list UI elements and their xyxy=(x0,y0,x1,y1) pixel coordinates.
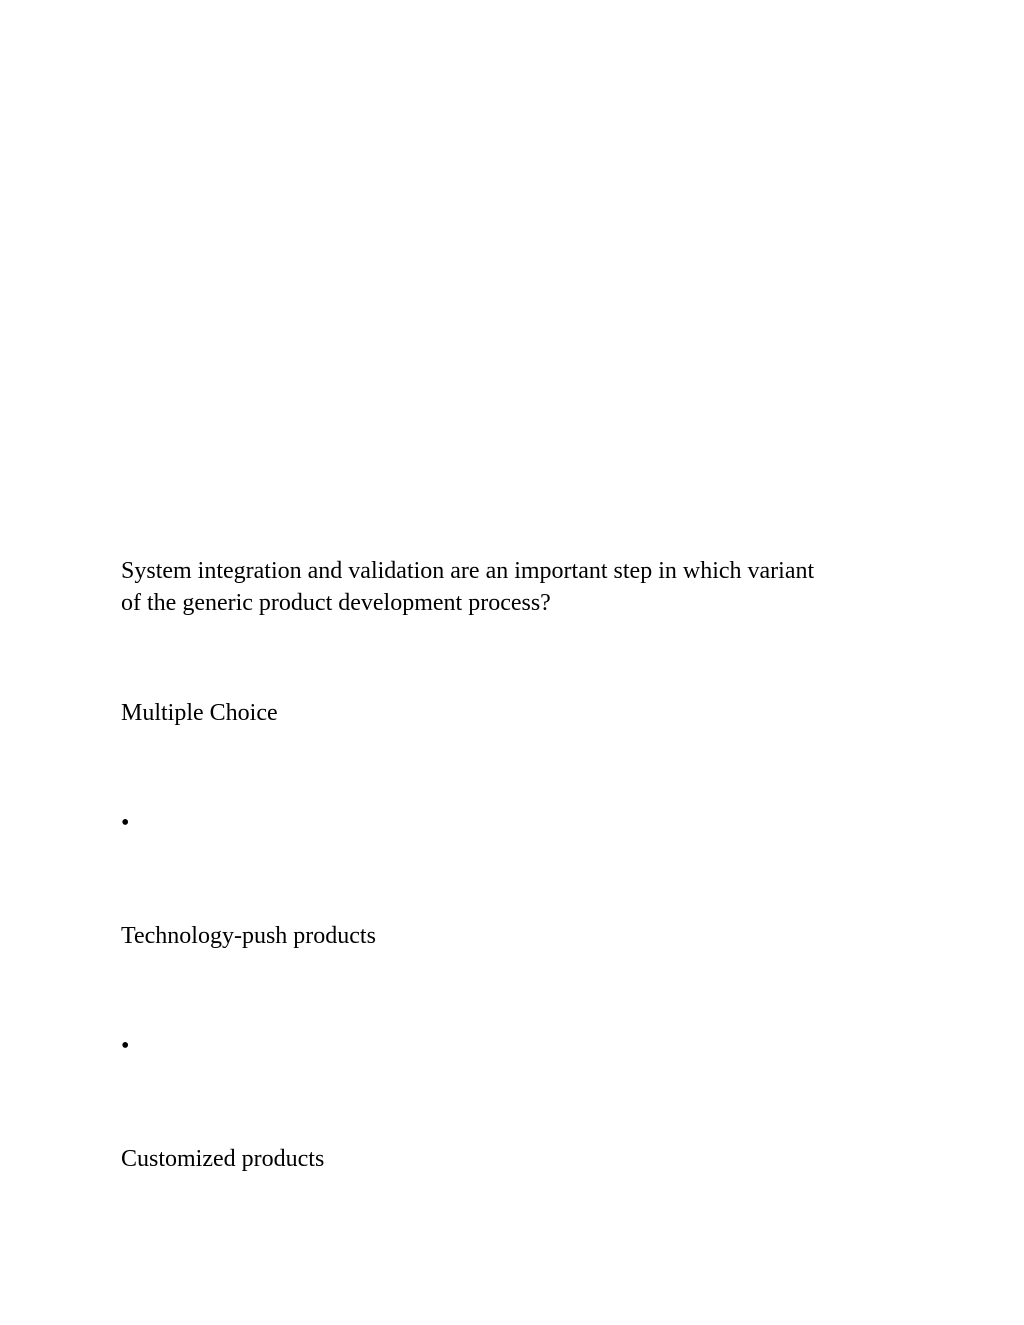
question-line-2: of the generic product development process? xyxy=(121,590,551,616)
question-text xyxy=(121,555,911,619)
option-bullet-2: • xyxy=(121,1033,130,1059)
question-type-label: Multiple Choice xyxy=(121,700,278,726)
option-customized-products[interactable]: Customized products xyxy=(121,1146,325,1172)
question-line-1: System integration and validation are an important step in which variant xyxy=(121,558,815,584)
option-bullet-1: • xyxy=(121,810,130,836)
option-technology-push-products[interactable]: Technology-push products xyxy=(121,923,376,949)
